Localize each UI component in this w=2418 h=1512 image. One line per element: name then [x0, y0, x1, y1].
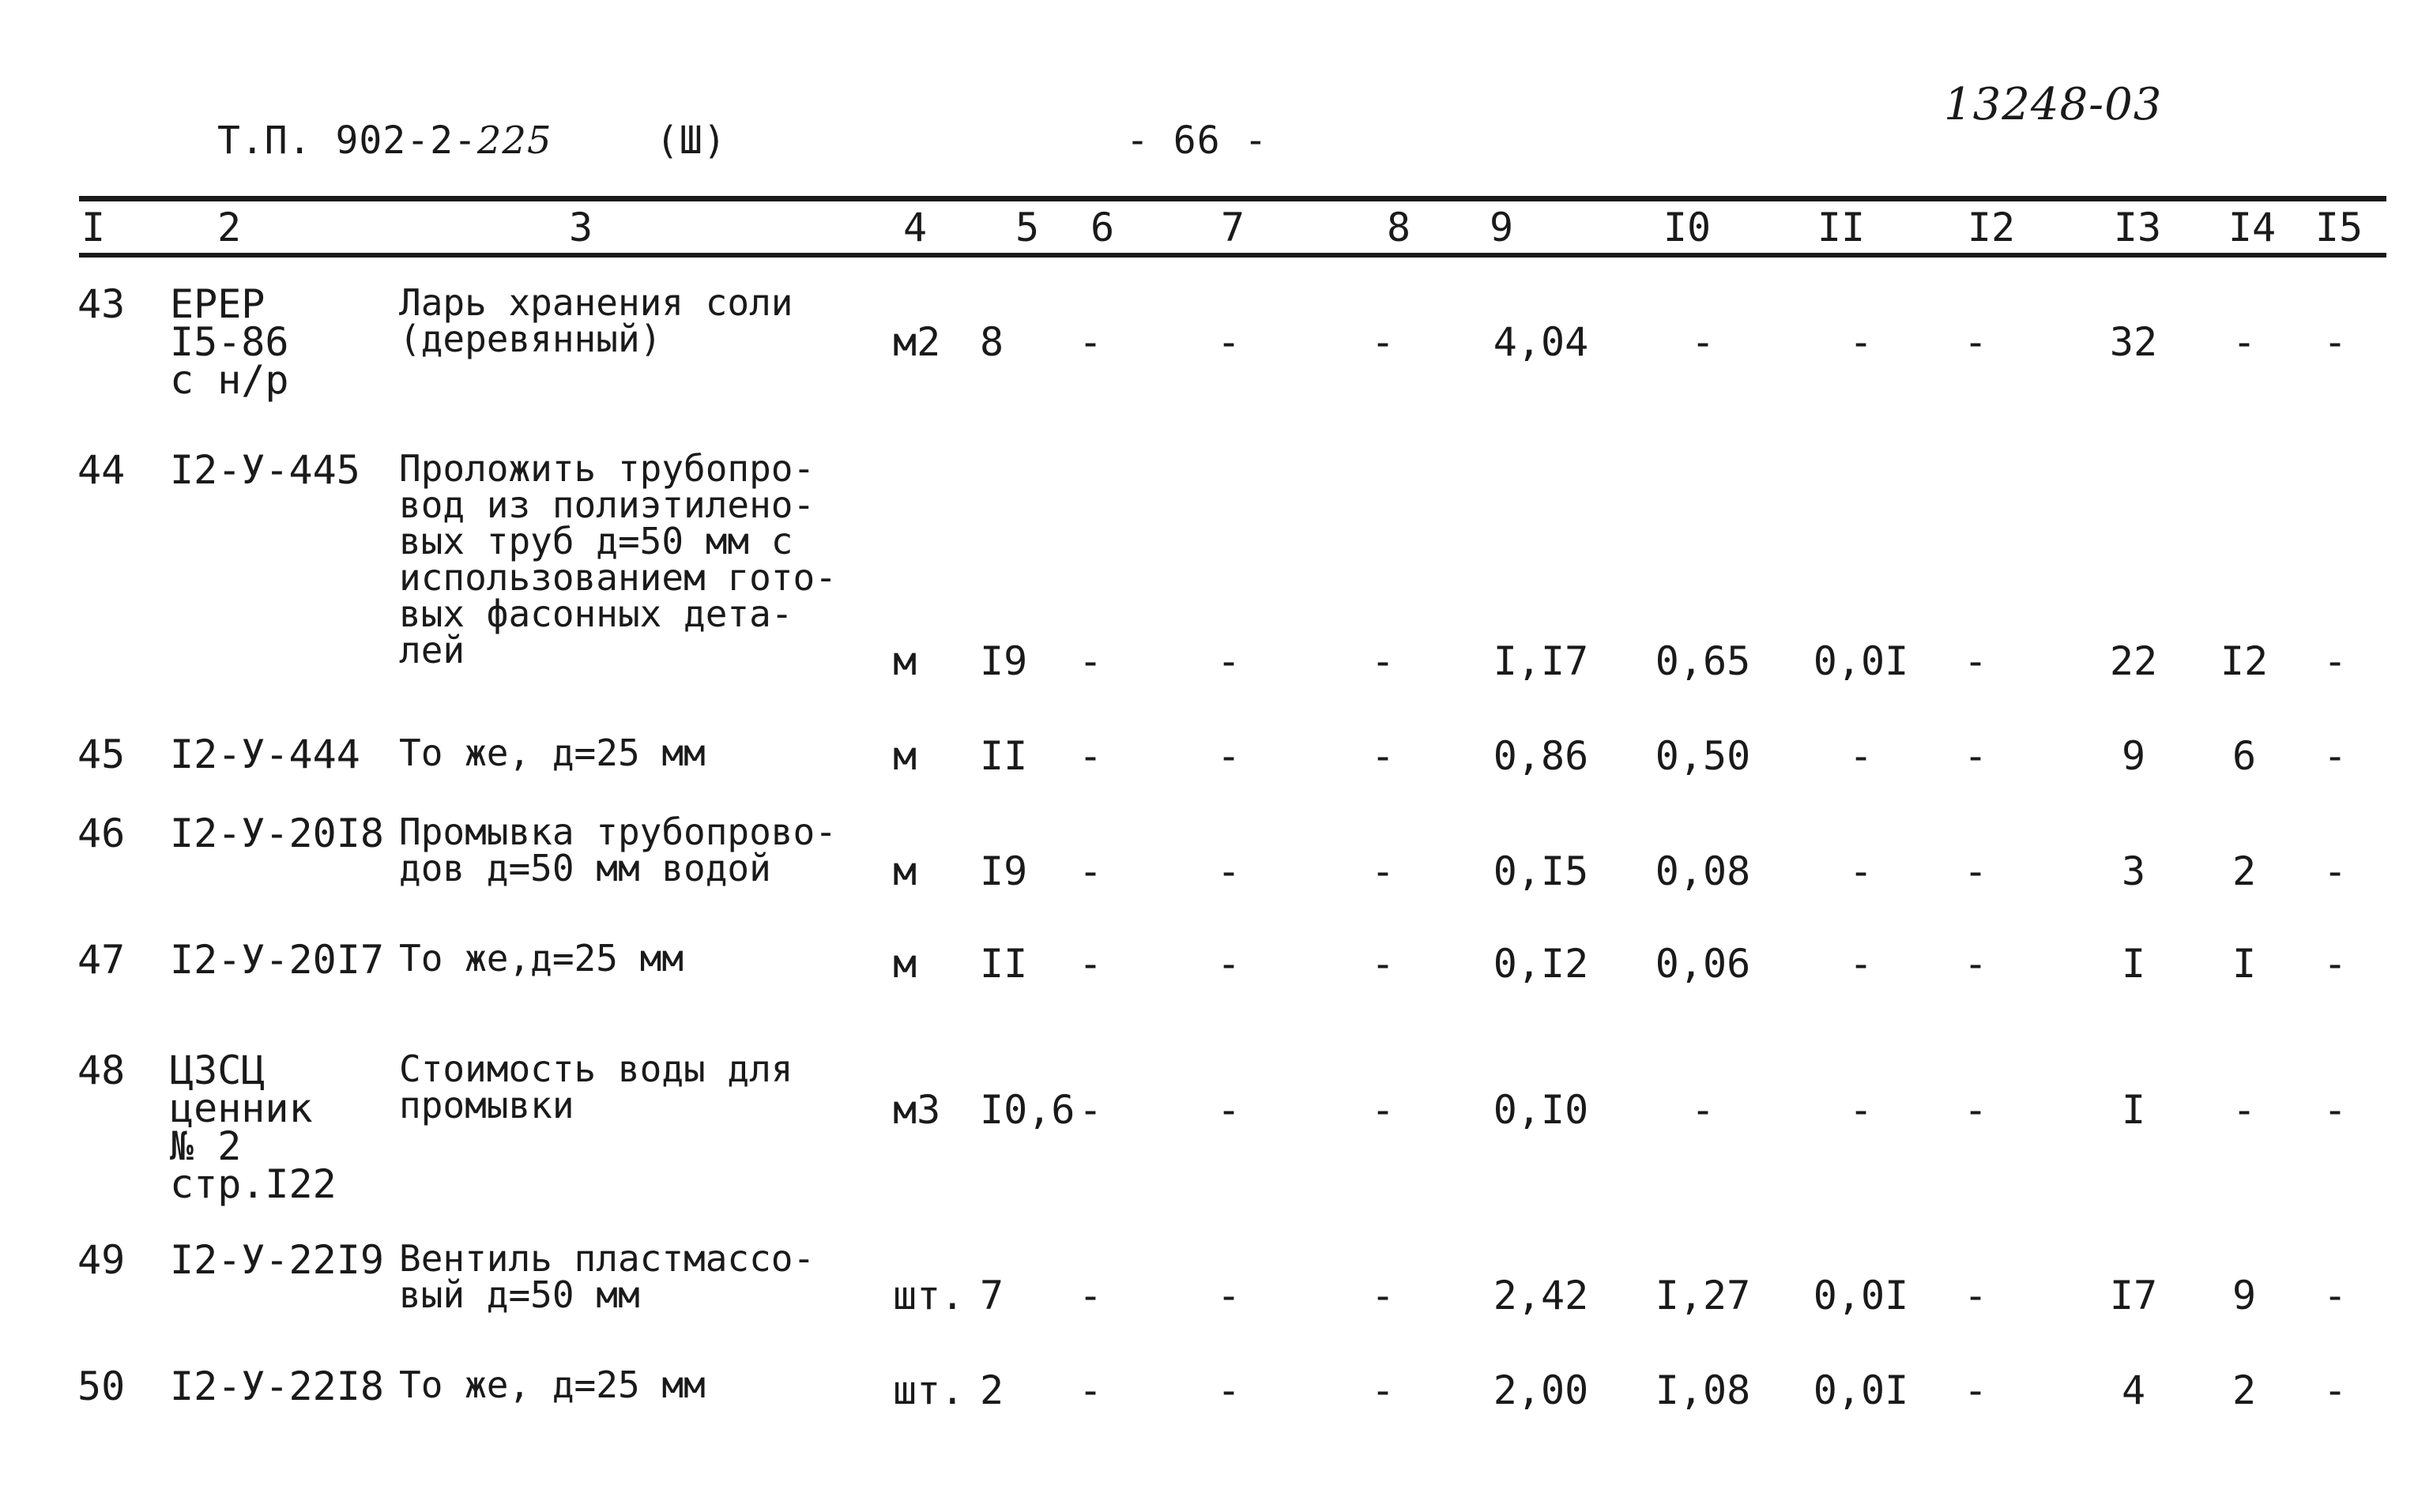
value-cell: -	[1370, 1273, 1395, 1318]
rate-code: с н/р	[170, 357, 289, 403]
work-description: То же, д=25 мм	[399, 732, 706, 774]
value-cell: -	[1370, 733, 1395, 779]
work-description: Проложить трубопро-	[399, 447, 815, 490]
quantity: I0,6	[980, 1087, 1075, 1133]
work-description: Вентиль пластмассо-	[399, 1237, 815, 1280]
work-description: вых труб д=50 мм с	[399, 520, 793, 562]
unit: м	[893, 638, 917, 684]
quantity: 8	[980, 319, 1004, 365]
quantity: II	[980, 941, 1028, 987]
value-cell: 0,06	[1655, 941, 1751, 987]
unit: м	[893, 848, 917, 894]
value-cell: -	[1078, 1367, 1103, 1413]
row-number: 44	[77, 447, 126, 493]
value-cell: -	[2322, 941, 2348, 987]
value-cell: 0,08	[1655, 848, 1751, 894]
value-cell: 2	[2232, 1367, 2257, 1413]
value-cell: I2	[2220, 638, 2269, 684]
value-cell: 3	[2121, 848, 2146, 894]
value-cell: -	[1963, 638, 1988, 684]
value-cell: -	[1216, 733, 1241, 779]
quantity: II	[980, 733, 1028, 779]
unit: м	[893, 941, 917, 987]
rate-code: I5-86	[170, 319, 289, 365]
value-cell: -	[1690, 1087, 1716, 1133]
value-cell: 0,86	[1493, 733, 1589, 779]
value-cell: 2	[2232, 848, 2257, 894]
column-header: I5	[2314, 205, 2363, 250]
value-cell: 0,0I	[1813, 1367, 1909, 1413]
part-label: (Ш)	[656, 118, 727, 163]
rate-code: I2-У-20I7	[170, 937, 384, 983]
value-cell: -	[1963, 319, 1988, 365]
value-cell: -	[2322, 638, 2348, 684]
doc-reference-prefix: Т.П. 902-2-	[217, 118, 477, 163]
work-description: промывки	[399, 1084, 574, 1126]
value-cell: 2,00	[1493, 1367, 1589, 1413]
value-cell: -	[2322, 1367, 2348, 1413]
column-header: I2	[1967, 205, 2016, 250]
work-description: То же,д=25 мм	[399, 937, 684, 980]
value-cell: 0,I0	[1493, 1087, 1589, 1133]
value-cell: -	[1370, 1367, 1395, 1413]
work-description: использованием гото-	[399, 556, 837, 599]
doc-reference	[217, 118, 552, 163]
value-cell: I	[2121, 941, 2146, 987]
value-cell: 0,50	[1655, 733, 1751, 779]
unit: шт.	[893, 1273, 965, 1318]
row-number: 43	[77, 281, 126, 327]
value-cell: I,27	[1655, 1273, 1751, 1318]
value-cell: 22	[2109, 638, 2158, 684]
value-cell: -	[1078, 638, 1103, 684]
column-header: 2	[217, 205, 242, 250]
doc-reference-suffix: 225	[476, 118, 552, 163]
column-header: 5	[1015, 205, 1040, 250]
row-number: 50	[77, 1363, 126, 1409]
unit: м2	[893, 319, 941, 365]
value-cell: -	[1848, 319, 1874, 365]
value-cell: -	[1963, 1087, 1988, 1133]
value-cell: -	[2322, 733, 2348, 779]
value-cell: 4,04	[1493, 319, 1589, 365]
value-cell: -	[2322, 319, 2348, 365]
value-cell: -	[1078, 733, 1103, 779]
column-header: II	[1817, 205, 1866, 250]
work-description: То же, д=25 мм	[399, 1363, 706, 1406]
column-header: I0	[1663, 205, 1712, 250]
work-description: Стоимость воды для	[399, 1047, 793, 1090]
column-header: 3	[568, 205, 593, 250]
value-cell: -	[1370, 941, 1395, 987]
rate-code: I2-У-22I8	[170, 1363, 384, 1409]
value-cell: -	[1078, 319, 1103, 365]
value-cell: -	[1078, 848, 1103, 894]
column-header: 9	[1489, 205, 1514, 250]
value-cell: -	[1216, 1087, 1241, 1133]
row-number: 45	[77, 732, 126, 777]
value-cell: 0,I2	[1493, 941, 1589, 987]
work-description: Ларь хранения соли	[399, 281, 793, 324]
work-description: Промывка трубопрово-	[399, 811, 837, 853]
row-number: 49	[77, 1237, 126, 1283]
value-cell: -	[2322, 848, 2348, 894]
value-cell: -	[1216, 1367, 1241, 1413]
table-header-rule	[79, 253, 2386, 258]
value-cell: 0,I5	[1493, 848, 1589, 894]
rate-code: I2-У-445	[170, 447, 360, 493]
value-cell: I	[2121, 1087, 2146, 1133]
value-cell: 9	[2121, 733, 2146, 779]
value-cell: -	[1078, 1273, 1103, 1318]
row-number: 46	[77, 811, 126, 856]
quantity: I9	[980, 848, 1028, 894]
unit: м	[893, 733, 917, 779]
quantity: 2	[980, 1367, 1004, 1413]
value-cell: -	[1848, 733, 1874, 779]
column-header: 8	[1386, 205, 1411, 250]
value-cell: -	[1216, 941, 1241, 987]
value-cell: -	[1078, 1087, 1103, 1133]
rate-code: стр.I22	[170, 1161, 337, 1207]
value-cell: -	[1963, 1367, 1988, 1413]
quantity: I9	[980, 638, 1028, 684]
value-cell: 0,0I	[1813, 1273, 1909, 1318]
value-cell: I,I7	[1493, 638, 1589, 684]
column-header: 7	[1220, 205, 1245, 250]
value-cell: -	[2322, 1087, 2348, 1133]
value-cell: I	[2232, 941, 2257, 987]
value-cell: -	[1216, 319, 1241, 365]
value-cell: -	[2232, 1087, 2257, 1133]
value-cell: 6	[2232, 733, 2257, 779]
value-cell: -	[1078, 941, 1103, 987]
value-cell: -	[1216, 848, 1241, 894]
value-cell: -	[1370, 319, 1395, 365]
column-header: I3	[2113, 205, 2162, 250]
rate-code: I2-У-20I8	[170, 811, 384, 856]
value-cell: 9	[2232, 1273, 2257, 1318]
rate-code: № 2	[170, 1123, 242, 1169]
value-cell: -	[1963, 733, 1988, 779]
value-cell: 4	[2121, 1367, 2146, 1413]
rate-code: ЦЗСЦ	[170, 1047, 266, 1093]
rate-code: ЕРЕР	[170, 281, 266, 327]
value-cell: -	[1848, 848, 1874, 894]
value-cell: -	[1848, 941, 1874, 987]
value-cell: -	[1690, 319, 1716, 365]
column-header: I4	[2228, 205, 2277, 250]
value-cell: -	[1963, 1273, 1988, 1318]
rate-code: ценник	[170, 1085, 313, 1131]
value-cell: -	[1216, 638, 1241, 684]
work-description: вый д=50 мм	[399, 1273, 640, 1316]
value-cell: -	[1848, 1087, 1874, 1133]
column-header: 6	[1090, 205, 1115, 250]
value-cell: 2,42	[1493, 1273, 1589, 1318]
unit: м3	[893, 1087, 941, 1133]
value-cell: -	[1963, 848, 1988, 894]
work-description: (деревянный)	[399, 318, 662, 360]
value-cell: 0,65	[1655, 638, 1751, 684]
column-header: 4	[902, 205, 928, 250]
row-number: 48	[77, 1047, 126, 1093]
value-cell: I,08	[1655, 1367, 1751, 1413]
row-number: 47	[77, 937, 126, 983]
value-cell: -	[2322, 1273, 2348, 1318]
table-top-rule	[79, 196, 2386, 201]
work-description: лей	[399, 629, 465, 671]
value-cell: -	[1370, 1087, 1395, 1133]
value-cell: 32	[2109, 319, 2158, 365]
rate-code: I2-У-22I9	[170, 1237, 384, 1283]
quantity: 7	[980, 1273, 1004, 1318]
archive-number: 13248-03	[1944, 79, 2163, 130]
value-cell: -	[1216, 1273, 1241, 1318]
value-cell: -	[1963, 941, 1988, 987]
value-cell: -	[2232, 319, 2257, 365]
page-number: - 66 -	[1126, 118, 1268, 163]
value-cell: -	[1370, 638, 1395, 684]
value-cell: I7	[2109, 1273, 2158, 1318]
work-description: вых фасонных дета-	[399, 592, 793, 635]
rate-code: I2-У-444	[170, 732, 360, 777]
work-description: дов д=50 мм водой	[399, 847, 771, 890]
value-cell: -	[1370, 848, 1395, 894]
unit: шт.	[893, 1367, 965, 1413]
column-header: I	[81, 205, 106, 250]
value-cell: 0,0I	[1813, 638, 1909, 684]
work-description: вод из полиэтилено-	[399, 483, 815, 526]
